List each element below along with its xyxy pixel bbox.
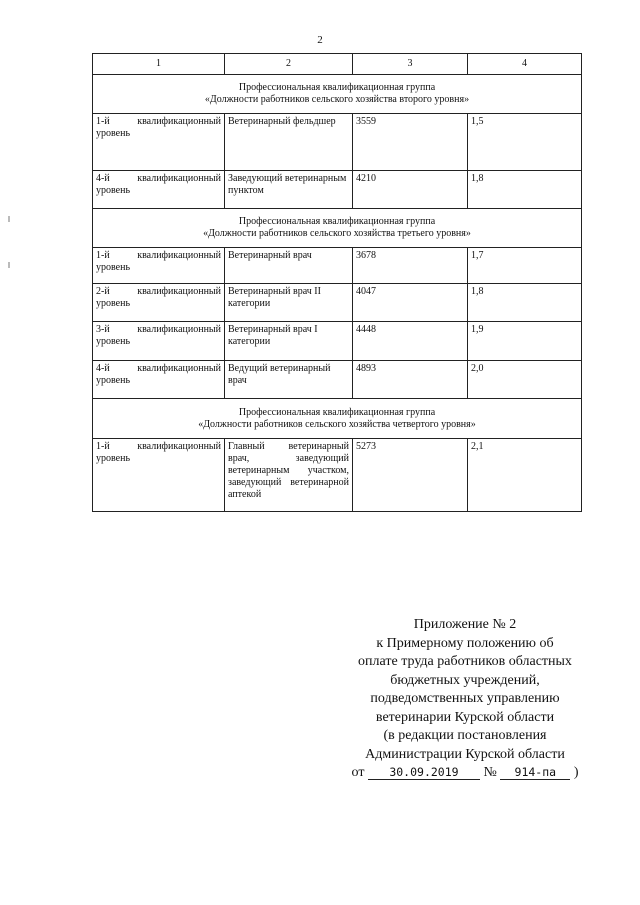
appendix-line: подведомственных управлению [370, 691, 560, 706]
position-cell [225, 171, 353, 209]
coefficient-cell: 1,7 [468, 248, 582, 284]
resolution-number: 914-па [500, 765, 570, 780]
appendix-line: оплате труда работников областных [358, 654, 572, 669]
coefficient-cell: 2,1 [468, 439, 582, 512]
qualification-level: 2-й квалификационный уровень [96, 286, 221, 309]
table-row [93, 439, 582, 512]
position-cell [225, 439, 353, 512]
group-title: Профессиональная квалификационная группа [238, 82, 436, 93]
group-subtitle: «Должности работников сельского хозяйства четвертого уровня» [198, 418, 476, 430]
group-header-row [93, 209, 582, 248]
position-name: Ветеринарный врач I категории [228, 324, 318, 347]
group-header-row [93, 75, 582, 114]
coefficient-cell: 2,0 [468, 361, 582, 399]
position-cell [225, 284, 353, 322]
salary-cell: 4893 [353, 361, 468, 399]
coefficient-cell: 1,8 [468, 171, 582, 209]
appendix-line: (в редакции постановления [383, 728, 547, 743]
qualification-level-cell [93, 361, 225, 399]
coefficient-cell: 1,9 [468, 322, 582, 361]
appendix-line: к Примерному положению об [376, 635, 554, 651]
group-header-row [93, 399, 582, 439]
column-header: 4 [468, 54, 582, 75]
group-title: Профессиональная квалификационная группа [238, 406, 436, 418]
salary-cell: 4210 [353, 171, 468, 209]
appendix-line: бюджетных учреждений, [390, 672, 540, 688]
position-cell [225, 114, 353, 171]
qualification-level-cell [93, 322, 225, 361]
group-title: Профессиональная квалификационная группа [238, 216, 436, 227]
table-row [93, 322, 582, 361]
resolution-date: 30.09.2019 [368, 765, 480, 780]
group-subtitle: «Должности работников сельского хозяйства третьего уровня» [203, 228, 471, 239]
position-cell [225, 361, 353, 399]
group-header [93, 75, 582, 114]
qualification-level-cell [93, 114, 225, 171]
appendix-line: Администрации Курской области [365, 746, 565, 762]
coefficient-cell: 1,8 [468, 284, 582, 322]
salary-table [92, 53, 582, 512]
appendix-block [340, 616, 590, 783]
appendix-line: ветеринарии Курской области [375, 709, 555, 725]
qualification-level-cell [93, 248, 225, 284]
qualification-level-cell [93, 439, 225, 512]
column-header: 3 [353, 54, 468, 75]
position-cell [225, 322, 353, 361]
appendix-title: Приложение № 2 [413, 617, 517, 632]
salary-cell: 5273 [353, 439, 468, 512]
resolution-date-line [340, 764, 590, 783]
coefficient-cell: 1,5 [468, 114, 582, 171]
number-prefix: № [483, 765, 497, 780]
qualification-level: 4-й квалификационный уровень [96, 363, 221, 386]
margin-mark [8, 262, 10, 268]
column-number-row [93, 54, 582, 75]
qualification-level-cell [93, 284, 225, 322]
position-name: Ветеринарный фельдшер [228, 116, 336, 127]
qualification-level-cell [93, 171, 225, 209]
table-row [93, 361, 582, 399]
position-name: Ветеринарный врач II категории [228, 286, 321, 309]
group-subtitle: «Должности работников сельского хозяйства второго уровня» [204, 94, 470, 105]
page-number: 2 [317, 34, 323, 46]
position-name: Ведущий ветеринарный врач [228, 363, 331, 386]
qualification-level: 1-й квалификационный уровень [96, 250, 221, 273]
column-header: 1 [93, 54, 225, 75]
salary-cell: 4047 [353, 284, 468, 322]
qualification-level: 1-й квалификационный уровень [96, 116, 221, 139]
margin-mark [8, 216, 10, 222]
position-name: Главный ветеринарный врач, заведующий ветеринарным участком, заведующий ветеринарной аптекой [228, 441, 349, 500]
qualification-level: 4-й квалификационный уровень [96, 173, 221, 196]
table-row [93, 171, 582, 209]
salary-cell: 4448 [353, 322, 468, 361]
qualification-level: 3-й квалификационный уровень [96, 324, 221, 347]
group-header [93, 399, 582, 439]
table-row [93, 114, 582, 171]
closing-bracket: ) [573, 765, 579, 780]
date-prefix: от [351, 765, 365, 780]
group-header [93, 209, 582, 248]
salary-cell: 3559 [353, 114, 468, 171]
position-name: Ветеринарный врач [228, 250, 312, 261]
qualification-level: 1-й квалификационный уровень [96, 441, 221, 464]
salary-cell: 3678 [353, 248, 468, 284]
table-row [93, 248, 582, 284]
column-header: 2 [225, 54, 353, 75]
table-row [93, 284, 582, 322]
position-cell [225, 248, 353, 284]
position-name: Заведующий ветеринарным пунктом [228, 173, 347, 196]
